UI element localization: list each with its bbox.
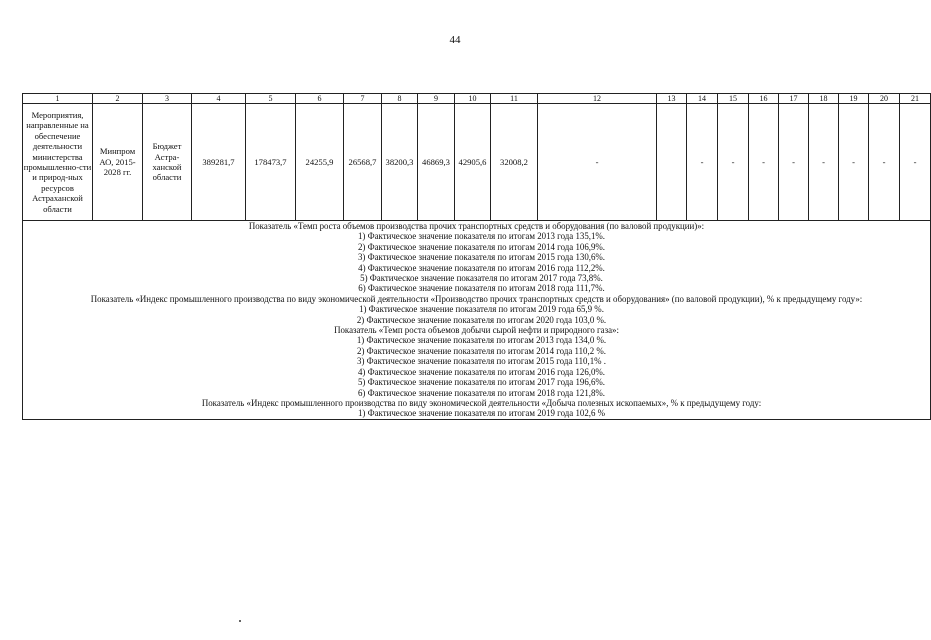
note-item: 3) Фактическое значение показателя по итогам 2015 года 110,1% . bbox=[357, 356, 606, 367]
indicator-cell-20: - bbox=[869, 104, 900, 221]
note-item: 2) Фактическое значение показателя по итогам 2014 года 110,2 %. bbox=[357, 345, 606, 356]
note-heading: Показатель «Индекс промышленного производства по виду экономической деятельности «Добыча полезных ископаемых», % к предыдущему году: bbox=[201, 397, 762, 408]
column-number-row bbox=[23, 94, 931, 104]
col-number-15: 15 bbox=[718, 94, 749, 104]
indicator-cell-16: - bbox=[749, 104, 779, 221]
note-item: 4) Фактическое значение показателя по итогам 2016 года 126,0%. bbox=[357, 366, 606, 377]
note-item: 1) Фактическое значение показателя по итогам 2013 года 134,0 %. bbox=[356, 335, 607, 346]
indicator-cell-19: - bbox=[839, 104, 869, 221]
amount-cell-12: - bbox=[538, 104, 657, 221]
amount-cell-10: 42905,6 bbox=[455, 104, 491, 221]
col-number-11: 11 bbox=[491, 94, 538, 104]
indicator-cell-13 bbox=[657, 104, 687, 221]
note-heading: Показатель «Темп роста объемов добычи сырой нефти и природного газа»: bbox=[334, 325, 619, 336]
table-row bbox=[23, 104, 931, 221]
col-number-17: 17 bbox=[779, 94, 809, 104]
note-item: 6) Фактическое значение показателя по итогам 2018 года 111,7%. bbox=[358, 283, 605, 294]
col-number-12: 12 bbox=[538, 94, 657, 104]
col-number-3: 3 bbox=[143, 94, 192, 104]
note-item: 1) Фактическое значение показателя по итогам 2013 года 135,1%. bbox=[357, 231, 606, 242]
indicator-cell-18: - bbox=[809, 104, 839, 221]
note-item: 2) Фактическое значение показателя по итогам 2014 года 106,9%. bbox=[357, 241, 606, 252]
col-number-13: 13 bbox=[657, 94, 687, 104]
col-number-7: 7 bbox=[344, 94, 382, 104]
col-number-16: 16 bbox=[749, 94, 779, 104]
note-item: 5) Фактическое значение показателя по итогам 2017 года 196,6%. bbox=[357, 377, 606, 388]
amount-cell-4: 389281,7 bbox=[192, 104, 246, 221]
note-heading: Показатель «Индекс промышленного производства по виду экономической деятельности «Производство прочих транспортных средств и оборудования» (по валовой продукции), % к предыдущему году»: bbox=[90, 293, 863, 304]
indicator-notes-cell bbox=[23, 221, 931, 420]
col-number-1: 1 bbox=[23, 94, 93, 104]
amount-cell-8: 38200,3 bbox=[382, 104, 418, 221]
col-number-4: 4 bbox=[192, 94, 246, 104]
program-table bbox=[22, 93, 931, 420]
funding-source-cell: Бюджет Астра-ханской области bbox=[143, 104, 192, 221]
col-number-6: 6 bbox=[296, 94, 344, 104]
note-item: 6) Фактическое значение показателя по итогам 2018 года 121,8%. bbox=[357, 387, 606, 398]
indicator-cell-17: - bbox=[779, 104, 809, 221]
indicator-cell-21: - bbox=[900, 104, 931, 221]
col-number-18: 18 bbox=[809, 94, 839, 104]
col-number-8: 8 bbox=[382, 94, 418, 104]
note-item: 2) Фактическое значение показателя по итогам 2020 года 103,0 %. bbox=[356, 314, 607, 325]
col-number-19: 19 bbox=[839, 94, 869, 104]
scan-speck bbox=[239, 620, 241, 622]
amount-cell-7: 26568,7 bbox=[344, 104, 382, 221]
indicator-cell-15: - bbox=[718, 104, 749, 221]
indicator-cell-14: - bbox=[687, 104, 718, 221]
amount-cell-6: 24255,9 bbox=[296, 104, 344, 221]
amount-cell-11: 32008,2 bbox=[491, 104, 538, 221]
amount-cell-5: 178473,7 bbox=[246, 104, 296, 221]
note-heading: Показатель «Темп роста объемов производства прочих транспортных средств и оборудования (по валовой продукции)»: bbox=[248, 221, 705, 231]
col-number-9: 9 bbox=[418, 94, 455, 104]
col-number-14: 14 bbox=[687, 94, 718, 104]
col-number-10: 10 bbox=[455, 94, 491, 104]
notes-row bbox=[23, 221, 931, 420]
col-number-5: 5 bbox=[246, 94, 296, 104]
col-number-20: 20 bbox=[869, 94, 900, 104]
amount-cell-9: 46869,3 bbox=[418, 104, 455, 221]
measure-name-cell: Мероприятия, направленные на обеспечение деятельности министерства промышленно-сти и природ-ных ресурсов Астраханской области bbox=[23, 104, 93, 221]
executor-cell: Минпром АО, 2015-2028 гг. bbox=[93, 104, 143, 221]
note-item: 3) Фактическое значение показателя по итогам 2015 года 130,6%. bbox=[357, 252, 606, 263]
col-number-2: 2 bbox=[93, 94, 143, 104]
note-item: 1) Фактическое значение показателя по итогам 2019 года 102,6 % bbox=[357, 408, 606, 419]
note-item: 5) Фактическое значение показателя по итогам 2017 года 73,8%. bbox=[360, 273, 603, 284]
page-number: 44 bbox=[449, 34, 461, 46]
col-number-21: 21 bbox=[900, 94, 931, 104]
note-item: 1) Фактическое значение показателя по итогам 2019 года 65,9 %. bbox=[359, 304, 604, 315]
note-item: 4) Фактическое значение показателя по итогам 2016 года 112,2%. bbox=[358, 262, 605, 273]
